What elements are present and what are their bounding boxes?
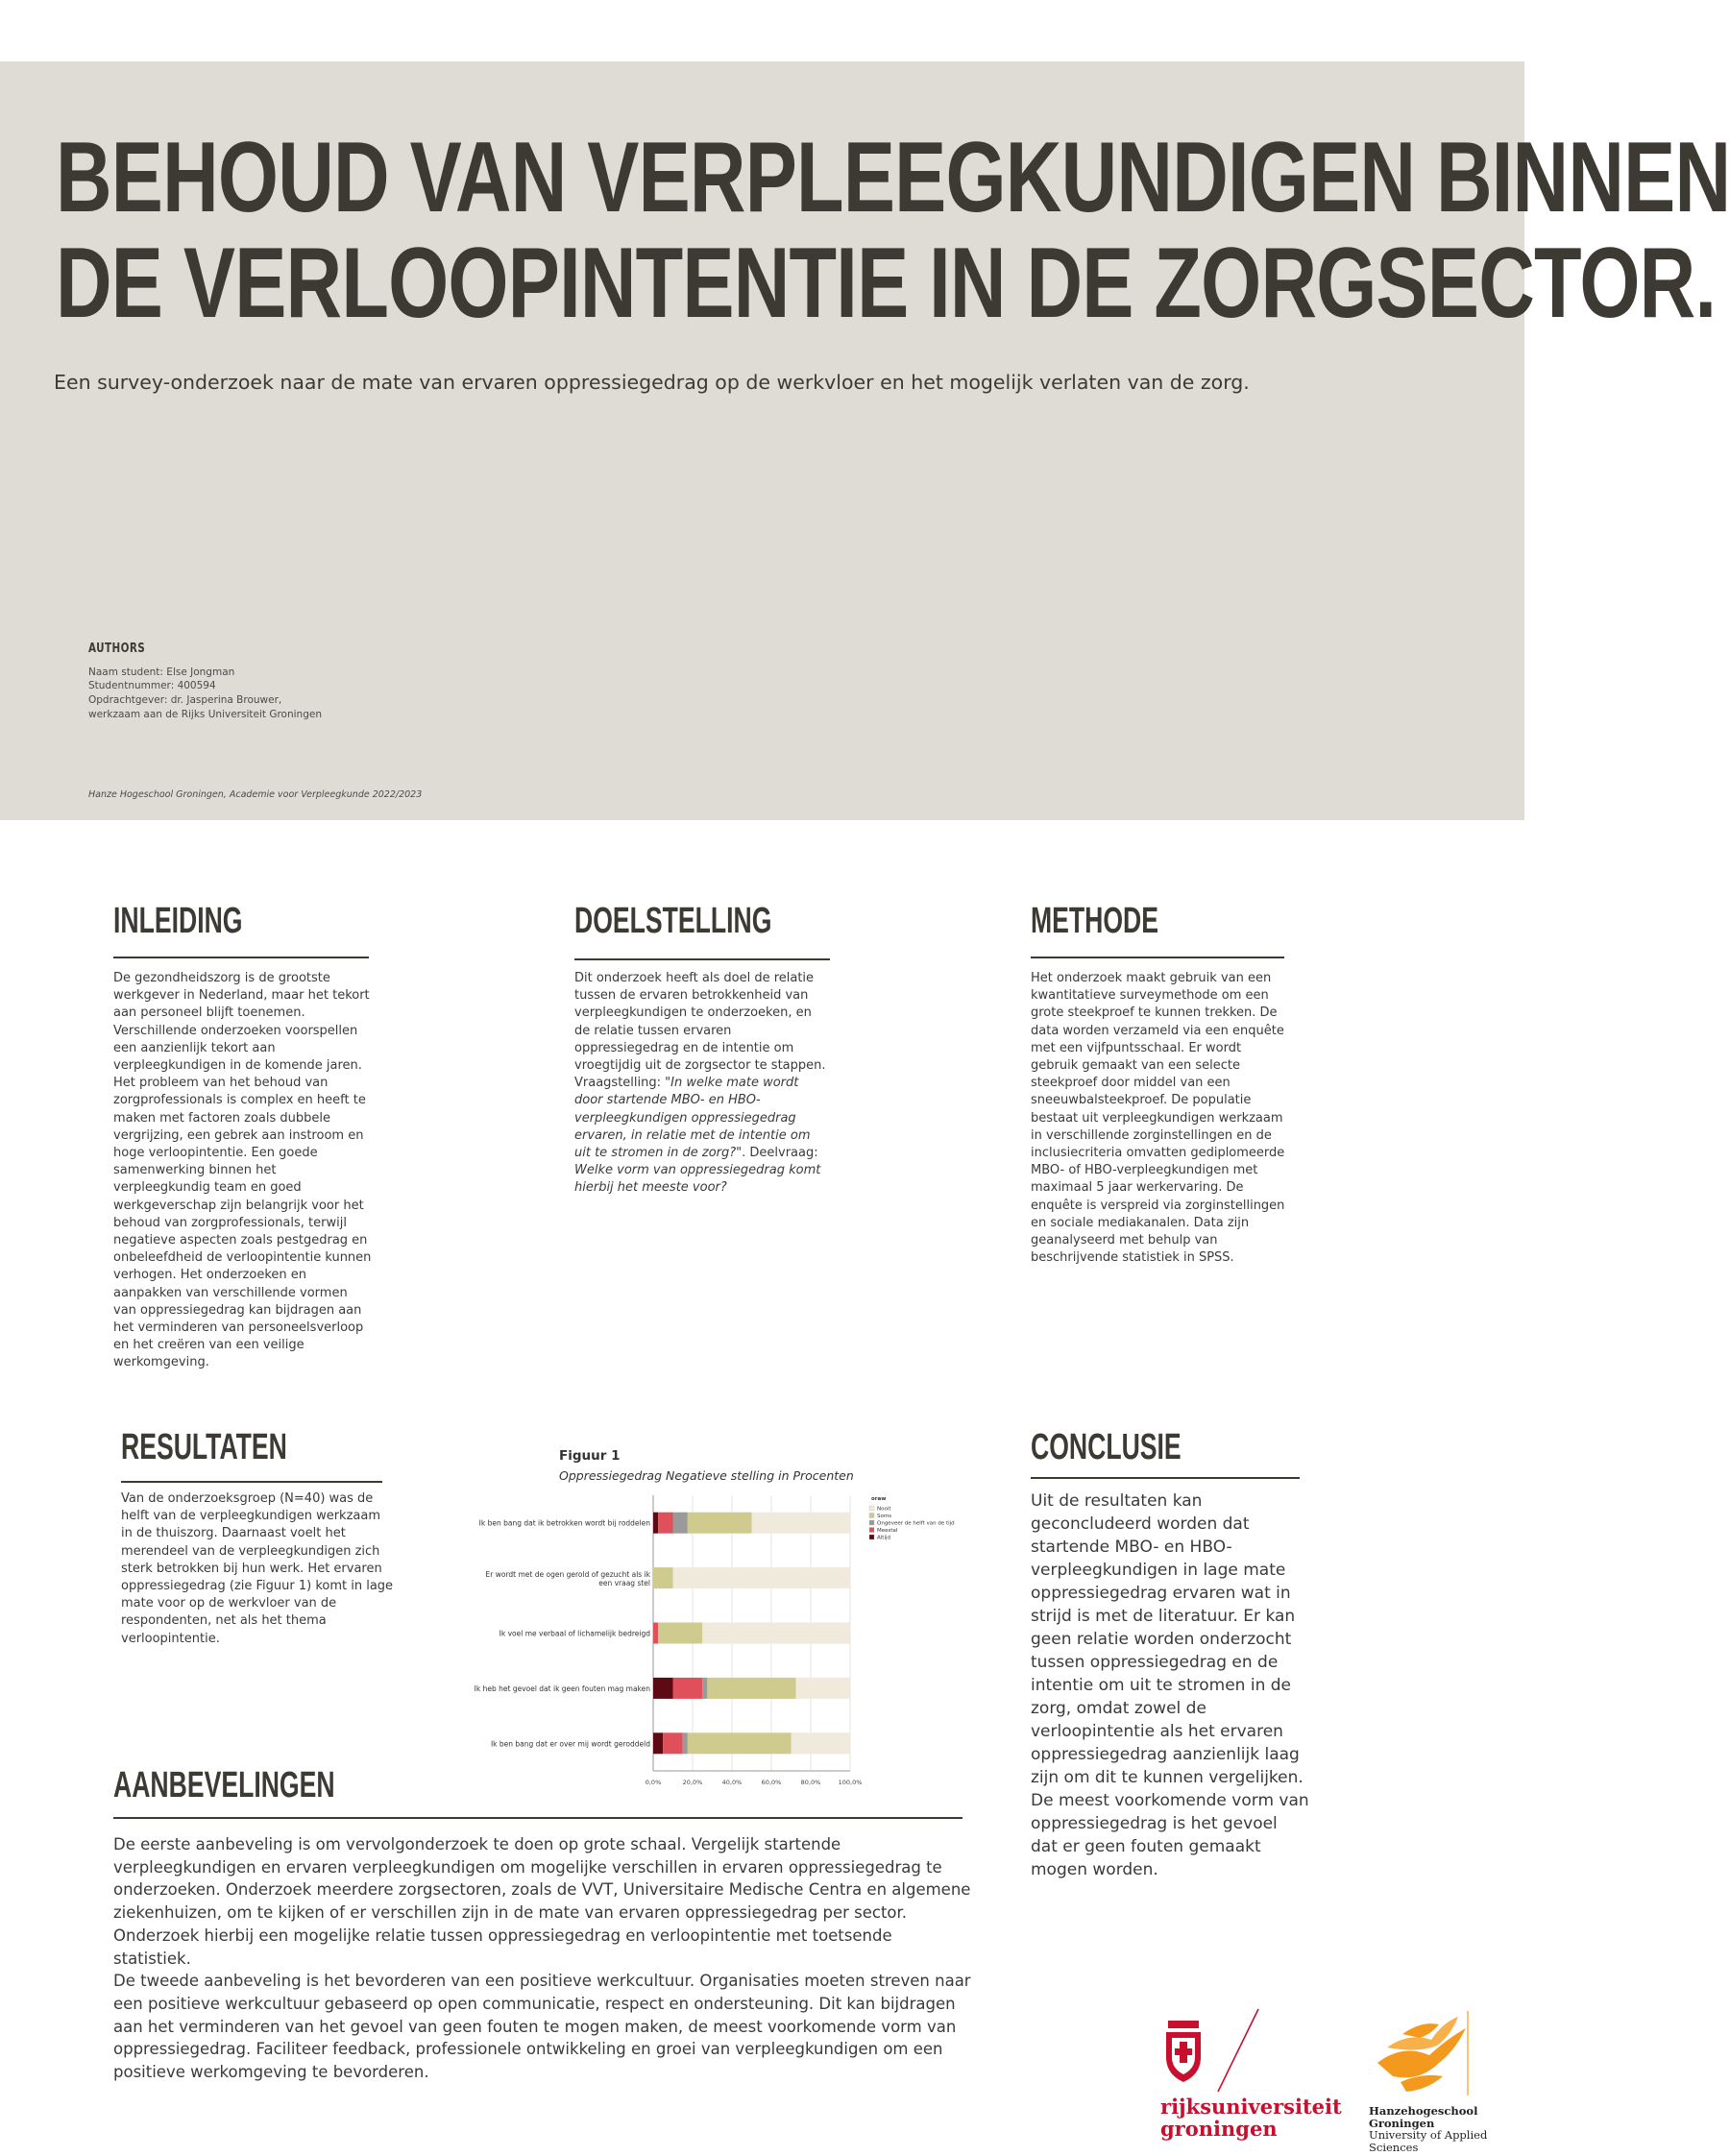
resultaten-text: Van de onderzoeksgroep (N=40) was de helft van de verpleegkundigen werkzaam in de thuiszorg. Daarnaast voelt het merendeel van de verpleegkundigen zich sterk betrokken bij hun werk. Het ervaren oppressiegedrag (zie Figuur 1) komt in lage mate voor op de werkvloer van de respondenten, net als het thema verloopintentie.: [121, 1491, 394, 1646]
bar-segment: [673, 1513, 688, 1534]
research-question: "In welke mate wordt door startende MBO- en HBO-verpleegkundigen oppressiegedrag ervaren, in relatie met de intentie om uit te stromen in de zorg?": [574, 1076, 811, 1161]
bar-segment: [683, 1732, 688, 1754]
bar-segment: [702, 1623, 850, 1644]
bar-segment: [653, 1513, 658, 1534]
aanbeveling-2: De tweede aanbeveling is het bevorderen van een positieve werkcultuur. Organisaties moeten streven naar een positieve werkcultuur gebaseerd op open communicatie, respect en ondersteuning. Dit kan bijdragen aan het verminderen van het gevoel van geen fouten te mogen maken, de meest voorkomende vorm van oppressiegedrag. Faciliteer feedback, professionele ontwikkeling en groei van verpleegkundigen om een positieve werkomgeving te bevorderen.: [113, 1972, 971, 2082]
rug-line-1: rijksuniversiteit: [1160, 2095, 1342, 2119]
bar-segment: [653, 1623, 658, 1644]
hanze-flame-icon: [1374, 2009, 1472, 2097]
divider: [113, 957, 369, 958]
bar-segment: [653, 1732, 663, 1754]
divider: [113, 1817, 962, 1819]
heading-methode: METHODE: [1031, 901, 1158, 941]
divider: [121, 1481, 382, 1483]
legend-swatch: [869, 1506, 874, 1511]
legend-swatch: [869, 1520, 874, 1525]
legend-label: Nooit: [877, 1506, 891, 1513]
methode-text: Het onderzoek maakt gebruik van een kwantitatieve surveymethode om een grote steekproef te kunnen trekken. De data worden verzameld via een enquête met een vijfpuntsschaal. Er wordt gebruik gemaakt van een selecte steekproef door middel van een sneeuwbalsteekproef. De populatie bestaat uit verpleegkundigen werkzaam in verschillende zorginstellingen en de inclusiecriteria omvatten gediplomeerde MBO- of HBO-verpleegkundigen met maximaal 5 jaar werkervaring. De enquête is verspreid via zorginstellingen en sociale mediakanalen. Data zijn geanalyseerd met behulp van beschrijvende statistiek in SPSS.: [1031, 971, 1285, 1266]
category-label: Ik ben bang dat er over mij wordt geroddeld: [490, 1739, 650, 1749]
institution-note: Hanze Hogeschool Groningen, Academie voor Verpleegkunde 2022/2023: [88, 789, 423, 800]
legend-label: Meestal: [877, 1528, 898, 1534]
rug-line-2: groningen: [1160, 2117, 1278, 2141]
category-label: Ik ben bang dat ik betrokken wordt bij roddelen: [478, 1518, 650, 1528]
inleiding-text: De gezondheidszorg is de grootste werkgever in Nederland, maar het tekort aan personeel blijft toenemen. Verschillende onderzoeken voorspellen een aanzienlijk tekort aan verpleegkundigen in de komende jaren. Het probleem van het behoud van zorgprofessionals is complex en heeft te maken met factoren zoals dubbele vergrijzing, een gebrek aan instroom en hoge verloopintentie. Een goede samenwerking binnen het verpleegkundig team en goed werkgeverschap zijn belangrijk voor het behoud van zorgprofessionals, terwijl negatieve aspecten zoals pestgedrag en onbeleefdheid de verloopintentie kunnen verhogen. Het onderzoeken en aanpakken van verschillende vormen van oppressiegedrag kan bijdragen aan het verminderen van personeelsverloop en het creëren van een veilige werkomgeving.: [113, 971, 372, 1370]
author-line: Studentnummer: 400594: [88, 680, 216, 691]
heading-inleiding: INLEIDING: [113, 901, 243, 941]
bar-segment: [653, 1678, 673, 1699]
title-line-2: DE VERLOOPINTENTIE IN DE ZORGSECTOR.: [56, 228, 1717, 339]
logo-divider-slash: [1214, 2007, 1262, 2094]
legend-swatch: [869, 1514, 874, 1518]
legend-label: Soms: [877, 1514, 892, 1519]
poster-title: [56, 122, 1730, 339]
conclusie-text: Uit de resultaten kan geconcludeerd worden dat startende MBO- en HBO-verpleegkundigen in lage mate oppressiegedrag ervaren wat in strijd is met de literatuur. Er kan geen relatie worden onderzocht tussen oppressiegedrag en de intentie om uit te stromen in de zorg, omdat zowel de verloopintentie als het ervaren oppressiegedrag aanzienlijk laag zijn om dit te kunnen vergelijken. De meest voorkomende vorm van oppressiegedrag is het gevoel dat er geen fouten gemaakt mogen worden.: [1031, 1491, 1309, 1879]
x-tick-label: 0,0%: [645, 1779, 662, 1786]
heading-aanbevelingen: AANBEVELINGEN: [113, 1765, 335, 1805]
x-tick-label: 100,0%: [838, 1779, 863, 1786]
bar-segment: [688, 1513, 752, 1534]
aanbeveling-1: De eerste aanbeveling is om vervolgonderzoek te doen op grote schaal. Vergelijk startende verpleegkundigen en ervaren verpleegkundigen om mogelijke verschillen in ervaren oppressiegedrag te onderzoeken. Onderzoek meerdere zorgsectoren, zoals de VVT, Universitaire Medische Centra en algemene ziekenhuizen, om te kijken of er verschillen zijn in de mate van ervaren oppressiegedrag per sector. Onderzoek hierbij een mogelijke relatie tussen oppressiegedrag en verloopintentie met toetsende statistiek.: [113, 1835, 971, 1968]
legend-swatch: [869, 1528, 874, 1533]
hanze-line-2: Groningen: [1369, 2116, 1435, 2130]
author-line: Naam student: Else Jongman: [88, 666, 235, 678]
stacked-bar-chart: [442, 1490, 980, 1788]
bar-segment: [702, 1678, 707, 1699]
doelstelling-plain: Dit onderzoek heeft als doel de relatie tussen de ervaren betrokkenheid van verpleegkundigen te onderzoeken, en de relatie tussen ervaren oppressiegedrag en de intentie om vroegtijdig uit de zorgsector te stappen. Vraagstelling:: [574, 971, 826, 1091]
hanze-line-3: University of Applied Sciences: [1369, 2128, 1488, 2154]
heading-doelstelling: DOELSTELLING: [574, 901, 772, 941]
category-label: Ik heb het gevoel dat ik geen fouten mag maken: [474, 1684, 650, 1693]
figure-label: Figuur 1: [559, 1448, 621, 1464]
doelstelling-text: [574, 970, 828, 1198]
rug-wordmark: [1160, 2095, 1342, 2140]
sub-question: Welke vorm van oppressiegedrag komt hierbij het meeste voor?: [574, 1163, 821, 1196]
bar-segment: [653, 1567, 673, 1588]
bar-segment: [792, 1732, 851, 1754]
aanbevelingen-text: [113, 1833, 974, 2084]
bar-segment: [796, 1678, 850, 1699]
legend-swatch: [869, 1535, 874, 1539]
legend-label: Altijd: [877, 1535, 890, 1541]
bar-segment: [658, 1513, 672, 1534]
bar-segment: [752, 1513, 851, 1534]
poster-subtitle: Een survey-onderzoek naar de mate van ervaren oppressiegedrag op de werkvloer en het mogelijk verlaten van de zorg.: [54, 371, 1250, 394]
bar-segment: [658, 1623, 702, 1644]
x-tick-label: 60,0%: [761, 1779, 782, 1786]
x-tick-label: 80,0%: [800, 1779, 821, 1786]
author-line: Opdrachtgever: dr. Jasperina Brouwer,: [88, 694, 282, 706]
divider: [1031, 957, 1284, 958]
heading-conclusie: CONCLUSIE: [1031, 1427, 1182, 1467]
hanze-line-1: Hanzehogeschool: [1369, 2104, 1478, 2118]
bar-segment: [673, 1567, 851, 1588]
subquestion-label: . Deelvraag:: [742, 1146, 818, 1161]
hanze-wordmark: [1369, 2105, 1524, 2153]
divider: [1031, 1477, 1300, 1479]
bar-segment: [663, 1732, 683, 1754]
x-tick-label: 20,0%: [682, 1779, 703, 1786]
bar-segment: [673, 1678, 703, 1699]
legend-title: oraw: [871, 1496, 887, 1502]
legend-label: Ongeveer de helft van de tijd: [877, 1520, 955, 1527]
x-tick-label: 40,0%: [721, 1779, 743, 1786]
authors-heading: AUTHORS: [88, 642, 146, 656]
author-line: werkzaam aan de Rijks Universiteit Groningen: [88, 709, 322, 720]
bar-segment: [707, 1678, 795, 1699]
figure-caption: Oppressiegedrag Negatieve stelling in Procenten: [559, 1468, 854, 1483]
title-line-1: BEHOUD VAN VERPLEEGKUNDIGEN BINNEN: [56, 122, 1730, 233]
divider: [574, 958, 830, 960]
rug-crest-icon: [1160, 2019, 1206, 2086]
category-label: Er wordt met de ogen gerold of gezucht als ik een vraag stel: [485, 1570, 650, 1588]
bar-segment: [688, 1732, 792, 1754]
heading-resultaten: RESULTATEN: [121, 1427, 287, 1467]
category-label: Ik voel me verbaal of lichamelijk bedreigd: [499, 1629, 650, 1638]
